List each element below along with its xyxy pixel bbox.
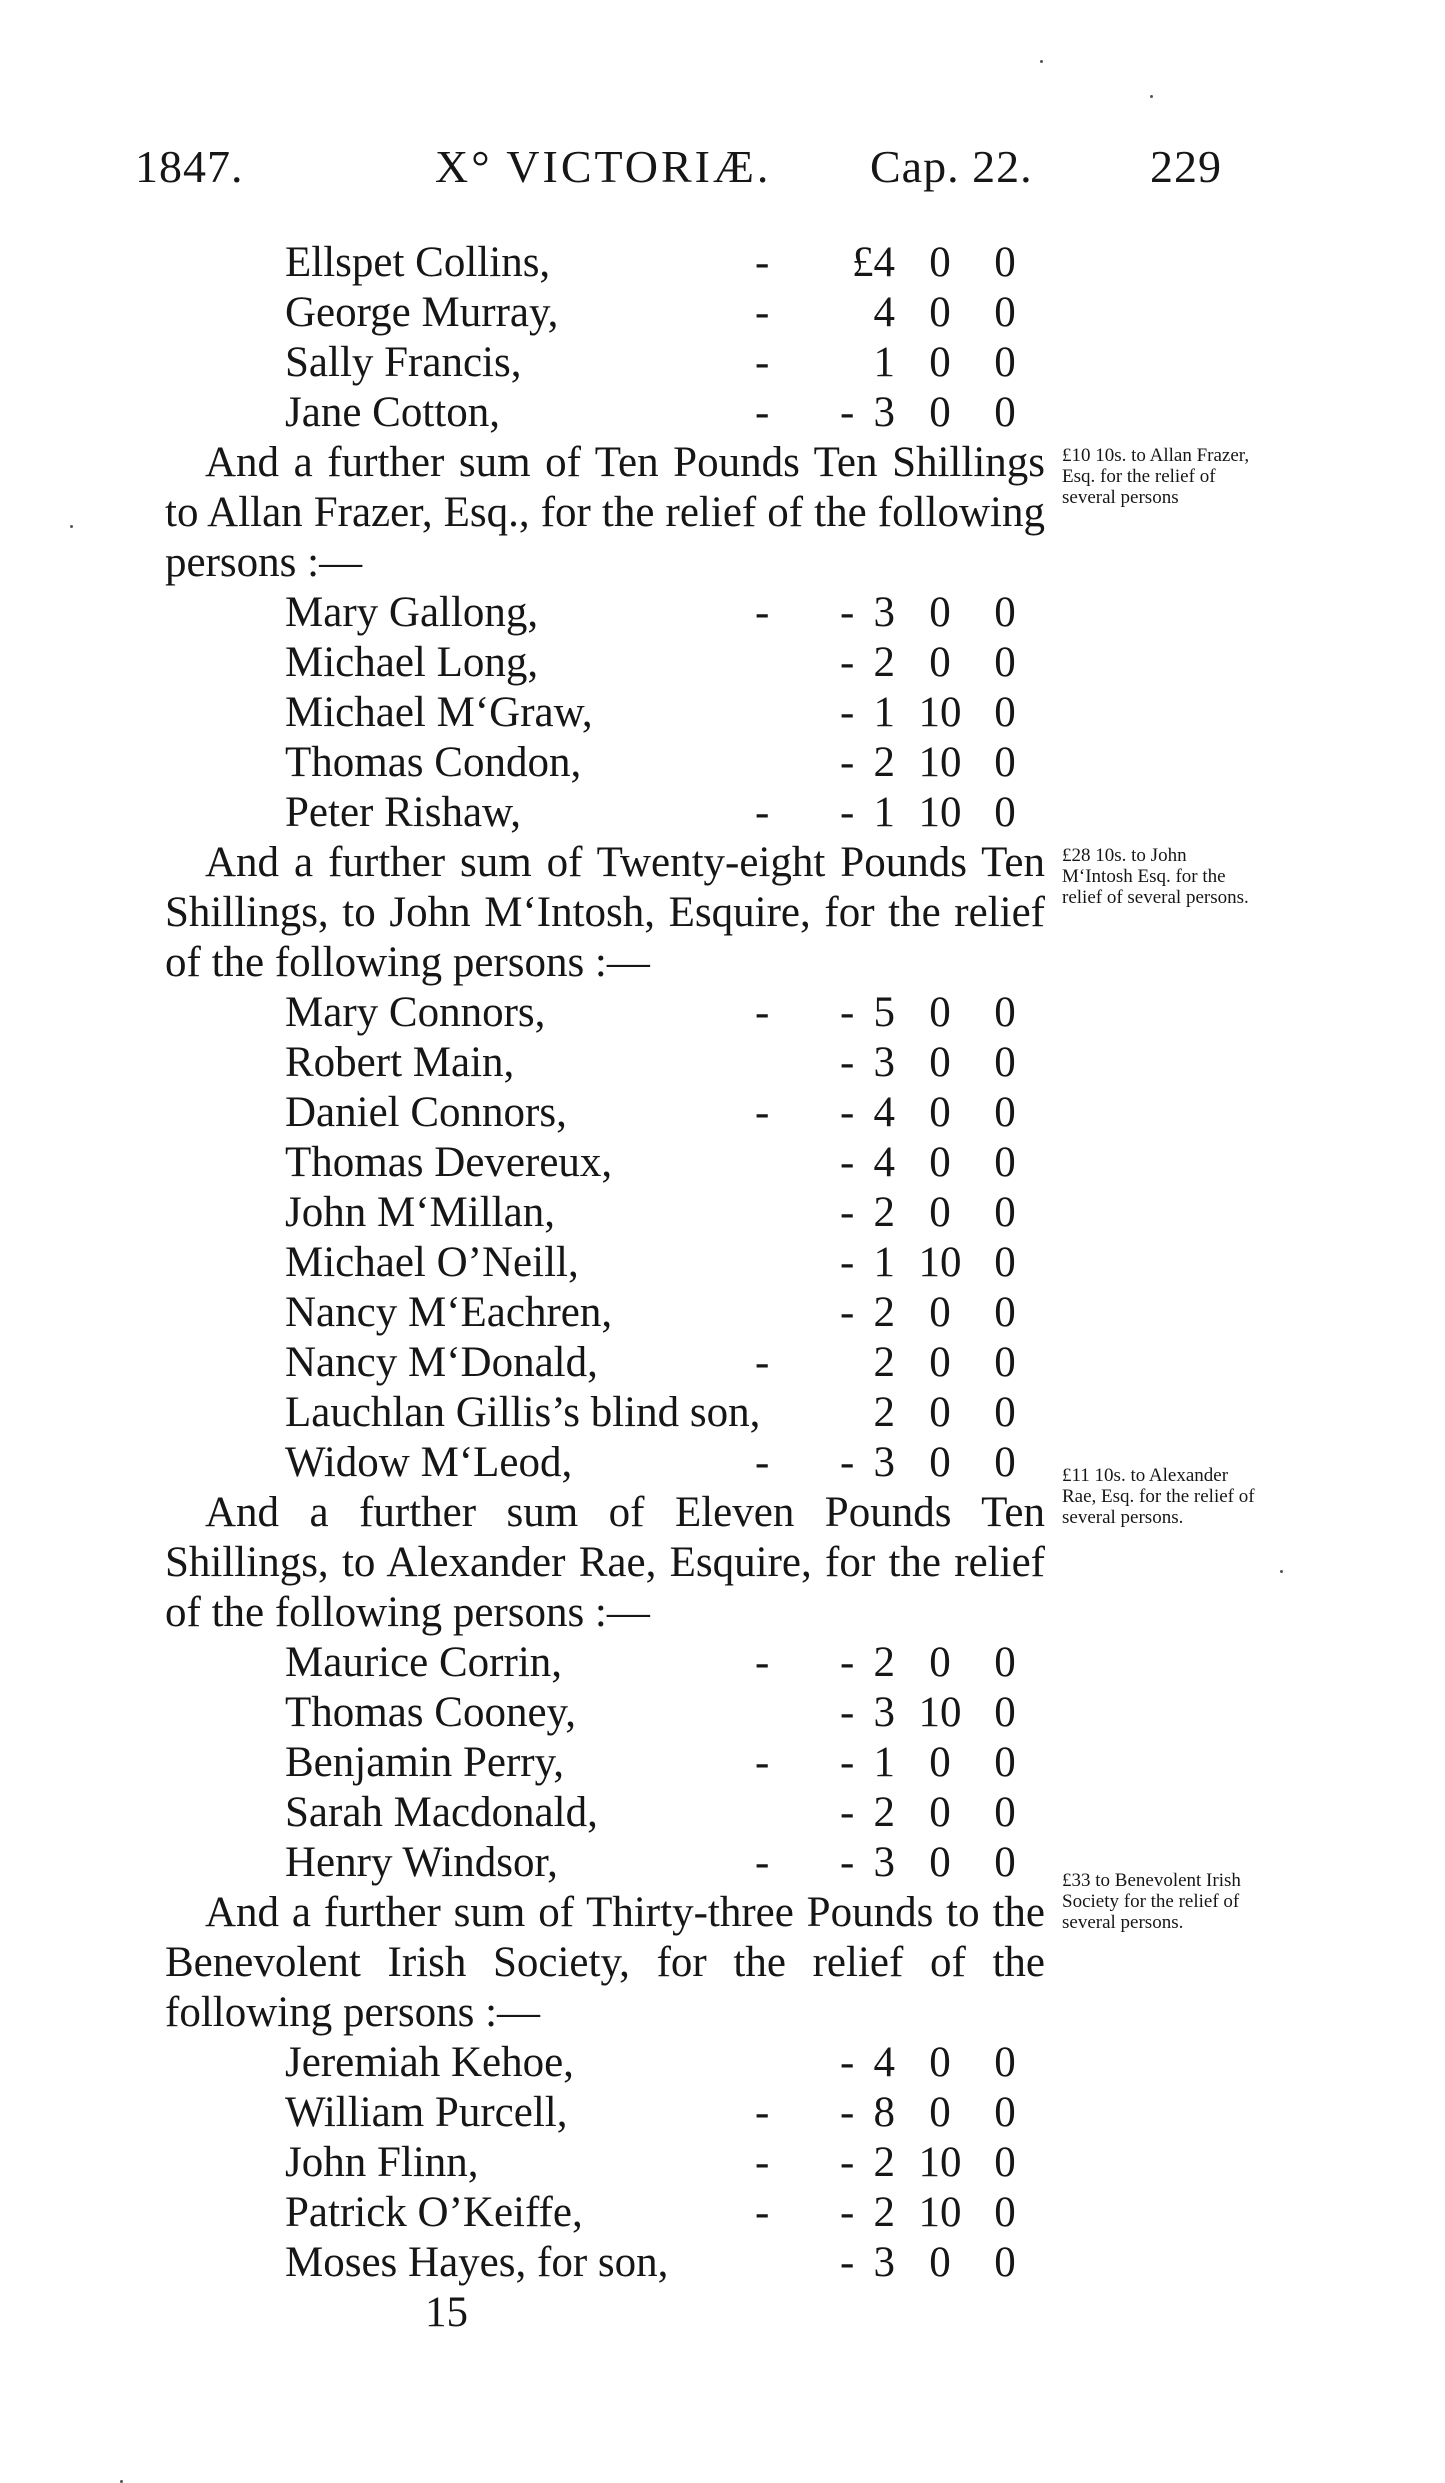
- list-item: [165, 238, 1065, 288]
- entry-shillings: 0: [929, 239, 951, 286]
- entry-pence: 0: [994, 389, 1016, 436]
- header-title: X° VICTORIÆ.: [435, 141, 772, 192]
- entry-name: John Flinn,: [285, 2139, 479, 2186]
- entry-name: Thomas Condon,: [285, 739, 582, 786]
- list-item: [165, 1038, 1065, 1088]
- entry-name: Moses Hayes, for son,: [285, 2239, 669, 2286]
- leader-dash: -: [840, 689, 855, 736]
- list-item: [165, 1788, 1065, 1838]
- entry-pounds: 4: [873, 1139, 895, 1186]
- entry-pence: 0: [994, 1389, 1016, 1436]
- list-item: [165, 338, 1065, 388]
- entry-name: Michael M‘Graw,: [285, 689, 593, 736]
- entry-name: Thomas Cooney,: [285, 1689, 577, 1736]
- entry-shillings: 10: [918, 689, 962, 736]
- leader-dash: -: [840, 1139, 855, 1186]
- entry-shillings: 0: [929, 1289, 951, 1336]
- entry-pence: 0: [994, 1239, 1016, 1286]
- entry-pence: 0: [994, 589, 1016, 636]
- entry-name: Sarah Macdonald,: [285, 1789, 598, 1836]
- leader-dash: -: [755, 2189, 770, 2236]
- entry-pounds: 3: [873, 389, 895, 436]
- entry-pence: 0: [994, 2089, 1016, 2136]
- paragraph-alexander-rae: And a further sum of Eleven Pounds Ten Shillings, to Alexander Rae, Esquire, for the relief of the following persons :—: [165, 1489, 1045, 1636]
- entry-pence: 0: [994, 2139, 1016, 2186]
- list-item: [165, 1088, 1065, 1138]
- entry-pounds: 2: [873, 2189, 895, 2236]
- entry-shillings: 0: [929, 639, 951, 686]
- entry-name: Maurice Corrin,: [285, 1639, 563, 1686]
- leader-dash: -: [840, 1289, 855, 1336]
- signature-mark: 15: [425, 2289, 468, 2336]
- entry-pounds: 1: [873, 689, 895, 736]
- entry-shillings: 0: [929, 1639, 951, 1686]
- entry-name: Mary Connors,: [285, 989, 546, 1036]
- entry-pence: 0: [994, 1839, 1016, 1886]
- print-speck: [70, 525, 73, 528]
- list-item: [165, 1238, 1065, 1288]
- print-speck: [1280, 1570, 1283, 1573]
- entry-name: Widow M‘Leod,: [285, 1439, 573, 1486]
- entry-pence: 0: [994, 639, 1016, 686]
- entry-pence: 0: [994, 689, 1016, 736]
- list-item: [165, 1838, 1065, 1888]
- leader-dash: -: [840, 2089, 855, 2136]
- entry-pence: 0: [994, 739, 1016, 786]
- entry-name: Thomas Devereux,: [285, 1139, 613, 1186]
- list-item: [165, 638, 1065, 688]
- entry-pence: 0: [994, 289, 1016, 336]
- leader-dash: -: [840, 2189, 855, 2236]
- entry-shillings: 0: [929, 1139, 951, 1186]
- leader-dash: -: [755, 239, 770, 286]
- list-item: [165, 1288, 1065, 1338]
- entry-name: George Murray,: [285, 289, 559, 336]
- entry-pounds: 3: [873, 589, 895, 636]
- entry-pence: 0: [994, 789, 1016, 836]
- entry-name: Mary Gallong,: [285, 589, 539, 636]
- entry-pence: 0: [994, 2239, 1016, 2286]
- entry-pence: 0: [994, 239, 1016, 286]
- list-item: [165, 1338, 1065, 1388]
- list-item: [165, 2238, 1065, 2288]
- list-item: [165, 688, 1065, 738]
- entry-name: Ellspet Collins,: [285, 239, 551, 286]
- entry-name: Lauchlan Gillis’s blind son,: [285, 1389, 761, 1436]
- entry-pounds: 2: [873, 1639, 895, 1686]
- leader-dash: -: [840, 389, 855, 436]
- entry-pence: 0: [994, 1689, 1016, 1736]
- entry-shillings: 0: [929, 1189, 951, 1236]
- entry-pounds: 2: [873, 639, 895, 686]
- entry-pounds: 1: [873, 1739, 895, 1786]
- header-chapter: Cap. 22.: [870, 141, 1033, 192]
- print-speck: [1040, 60, 1043, 63]
- page-header: [135, 140, 1265, 202]
- leader-dash: -: [755, 789, 770, 836]
- entry-pounds: 2: [873, 739, 895, 786]
- entry-pence: 0: [994, 339, 1016, 386]
- entry-pounds: 4: [873, 2039, 895, 2086]
- paragraph-benevolent-irish-society: And a further sum of Thirty-three Pounds to the Benevolent Irish Society, for the relief of the following persons :—: [165, 1889, 1045, 2036]
- entry-pence: 0: [994, 2189, 1016, 2236]
- entry-name: William Purcell,: [285, 2089, 568, 2136]
- entry-list-group3: [165, 1638, 1065, 1888]
- leader-dash: -: [840, 1639, 855, 1686]
- margin-note-alexander-rae: £11 10s. to Alexander Rae, Esq. for the relief of several persons.: [1062, 1465, 1255, 1528]
- entry-pounds: 2: [873, 1339, 895, 1386]
- entry-pounds: 2: [873, 2139, 895, 2186]
- entry-pence: 0: [994, 1089, 1016, 1136]
- entry-shillings: 10: [918, 1239, 962, 1286]
- entry-shillings: 0: [929, 1789, 951, 1836]
- header-year: 1847.: [135, 141, 244, 192]
- entry-shillings: 10: [918, 2139, 962, 2186]
- entry-name: Patrick O’Keiffe,: [285, 2189, 583, 2236]
- entry-shillings: 0: [929, 1839, 951, 1886]
- leader-dash: -: [755, 289, 770, 336]
- leader-dash: -: [755, 2139, 770, 2186]
- entry-shillings: 0: [929, 589, 951, 636]
- leader-dash: -: [755, 1339, 770, 1386]
- list-item: [165, 2138, 1065, 2188]
- list-item: [165, 588, 1065, 638]
- paragraph-allan-frazer: And a further sum of Ten Pounds Ten Shillings to Allan Frazer, Esq., for the relief of the following persons :—: [165, 439, 1045, 586]
- entry-name: Sally Francis,: [285, 339, 522, 386]
- entry-pounds: 2: [873, 1289, 895, 1336]
- entry-shillings: 0: [929, 2239, 951, 2286]
- entry-shillings: 0: [929, 2039, 951, 2086]
- entry-pence: 0: [994, 1439, 1016, 1486]
- leader-dash: -: [840, 789, 855, 836]
- entry-shillings: 0: [929, 339, 951, 386]
- list-item: [165, 1388, 1065, 1438]
- entry-pounds: 3: [873, 1039, 895, 1086]
- list-item: [165, 1188, 1065, 1238]
- entry-pence: 0: [994, 2039, 1016, 2086]
- entry-shillings: 0: [929, 1039, 951, 1086]
- entry-pence: 0: [994, 1189, 1016, 1236]
- margin-note-benevolent-irish-society: £33 to Benevolent Irish Society for the relief of several persons.: [1062, 1870, 1241, 1933]
- list-item: [165, 738, 1065, 788]
- leader-dash: -: [840, 1189, 855, 1236]
- entry-name: Nancy M‘Donald,: [285, 1339, 598, 1386]
- entry-name: Nancy M‘Eachren,: [285, 1289, 613, 1336]
- entry-list-group1: [165, 588, 1065, 838]
- entry-name: Daniel Connors,: [285, 1089, 567, 1136]
- entry-pounds: £4: [852, 239, 895, 286]
- entry-shillings: 10: [918, 789, 962, 836]
- leader-dash: -: [840, 1839, 855, 1886]
- signature-row: [165, 2288, 1065, 2338]
- entry-pounds: 3: [873, 2239, 895, 2286]
- entry-shillings: 10: [918, 1689, 962, 1736]
- leader-dash: -: [840, 2039, 855, 2086]
- list-item: [165, 2038, 1065, 2088]
- list-item: [165, 1138, 1065, 1188]
- page-content: [165, 238, 1065, 2338]
- entry-name: John M‘Millan,: [285, 1189, 555, 1236]
- entry-list-group2: [165, 988, 1065, 1488]
- entry-name: Benjamin Perry,: [285, 1739, 565, 1786]
- leader-dash: -: [840, 639, 855, 686]
- entry-pounds: 4: [873, 1089, 895, 1136]
- entry-pounds: 1: [873, 339, 895, 386]
- entry-pounds: 2: [873, 1189, 895, 1236]
- entry-name: Peter Rishaw,: [285, 789, 522, 836]
- entry-pence: 0: [994, 1139, 1016, 1186]
- entry-pence: 0: [994, 1039, 1016, 1086]
- entry-shillings: 0: [929, 1089, 951, 1136]
- entry-shillings: 0: [929, 2089, 951, 2136]
- entry-name: Michael Long,: [285, 639, 539, 686]
- entry-pounds: 5: [873, 989, 895, 1036]
- entry-pence: 0: [994, 1339, 1016, 1386]
- entry-shillings: 0: [929, 1739, 951, 1786]
- list-item: [165, 788, 1065, 838]
- entry-pence: 0: [994, 1639, 1016, 1686]
- leader-dash: -: [840, 1789, 855, 1836]
- list-item: [165, 288, 1065, 338]
- entry-pounds: 2: [873, 1789, 895, 1836]
- entry-shillings: 0: [929, 1439, 951, 1486]
- entry-shillings: 10: [918, 739, 962, 786]
- entry-shillings: 0: [929, 389, 951, 436]
- leader-dash: -: [755, 1439, 770, 1486]
- entry-list-group0: [165, 238, 1065, 438]
- entry-name: Jane Cotton,: [285, 389, 500, 436]
- entry-pence: 0: [994, 1739, 1016, 1786]
- leader-dash: -: [840, 2239, 855, 2286]
- paragraph-john-mintosh: And a further sum of Twenty-eight Pounds Ten Shillings, to John M‘Intosh, Esquire, for the relief of the following persons :—: [165, 839, 1045, 986]
- list-item: [165, 1438, 1065, 1488]
- entry-pence: 0: [994, 1289, 1016, 1336]
- list-item: [165, 1738, 1065, 1788]
- leader-dash: -: [840, 1239, 855, 1286]
- leader-dash: -: [755, 1739, 770, 1786]
- entry-pence: 0: [994, 1789, 1016, 1836]
- leader-dash: -: [755, 1839, 770, 1886]
- entry-pounds: 8: [873, 2089, 895, 2136]
- entry-pounds: 4: [873, 289, 895, 336]
- leader-dash: -: [755, 1089, 770, 1136]
- entry-pounds: 3: [873, 1439, 895, 1486]
- leader-dash: -: [755, 989, 770, 1036]
- list-item: [165, 2088, 1065, 2138]
- entry-pence: 0: [994, 989, 1016, 1036]
- list-item: [165, 388, 1065, 438]
- entry-shillings: 0: [929, 1389, 951, 1436]
- leader-dash: -: [755, 1639, 770, 1686]
- entry-name: Jeremiah Kehoe,: [285, 2039, 574, 2086]
- leader-dash: -: [840, 1739, 855, 1786]
- leader-dash: -: [840, 1439, 855, 1486]
- entry-shillings: 0: [929, 989, 951, 1036]
- leader-dash: -: [840, 1089, 855, 1136]
- entry-list-group4: [165, 2038, 1065, 2288]
- entry-name: Michael O’Neill,: [285, 1239, 579, 1286]
- leader-dash: -: [755, 589, 770, 636]
- margin-note-allan-frazer: £10 10s. to Allan Frazer, Esq. for the relief of several persons: [1062, 445, 1250, 508]
- entry-name: Henry Windsor,: [285, 1839, 558, 1886]
- list-item: [165, 2188, 1065, 2238]
- list-item: [165, 1638, 1065, 1688]
- entry-pounds: 1: [873, 789, 895, 836]
- list-item: [165, 988, 1065, 1038]
- entry-shillings: 0: [929, 289, 951, 336]
- entry-shillings: 10: [918, 2189, 962, 2236]
- leader-dash: -: [755, 389, 770, 436]
- leader-dash: -: [840, 589, 855, 636]
- leader-dash: -: [840, 739, 855, 786]
- leader-dash: -: [840, 2139, 855, 2186]
- list-item: [165, 1688, 1065, 1738]
- leader-dash: -: [840, 989, 855, 1036]
- leader-dash: -: [755, 2089, 770, 2136]
- leader-dash: -: [840, 1689, 855, 1736]
- entry-shillings: 0: [929, 1339, 951, 1386]
- header-page-number: 229: [1150, 141, 1222, 192]
- entry-pounds: 3: [873, 1689, 895, 1736]
- print-speck: [1150, 95, 1153, 98]
- entry-pounds: 2: [873, 1389, 895, 1436]
- margin-note-john-mintosh: £28 10s. to John M‘Intosh Esq. for the relief of several persons.: [1062, 845, 1249, 908]
- entry-pounds: 1: [873, 1239, 895, 1286]
- leader-dash: -: [840, 1039, 855, 1086]
- leader-dash: -: [755, 339, 770, 386]
- entry-name: Robert Main,: [285, 1039, 515, 1086]
- entry-pounds: 3: [873, 1839, 895, 1886]
